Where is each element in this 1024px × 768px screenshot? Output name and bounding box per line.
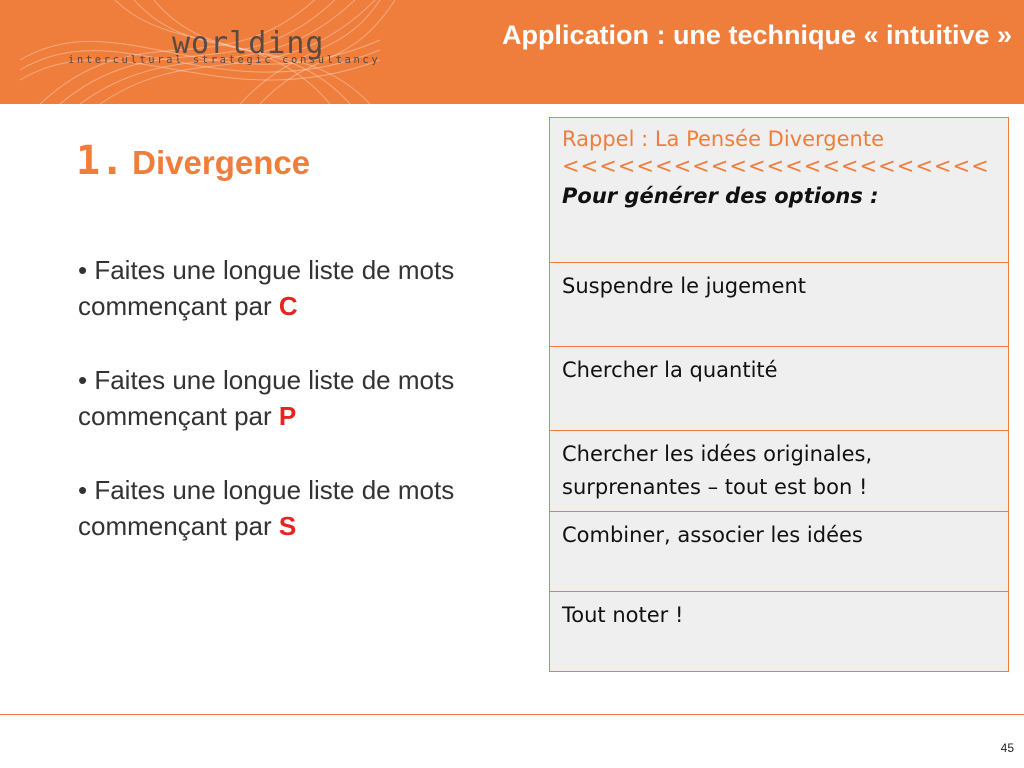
table-row xyxy=(550,512,1009,592)
bullet-letter: C xyxy=(278,291,298,321)
slide-title: Application : une technique « intuitive » xyxy=(501,20,1012,50)
table-header-cell xyxy=(550,118,1009,263)
logo-tagline: intercultural strategic consultancy xyxy=(68,54,381,66)
section-number: 1. xyxy=(76,138,125,184)
table-row xyxy=(550,118,1009,263)
bullet-item-s xyxy=(78,472,528,544)
table-row xyxy=(550,263,1009,347)
bullet-letter: S xyxy=(278,511,297,541)
recall-subtitle: Pour générer des options : xyxy=(562,184,879,208)
table-cell: Tout noter ! xyxy=(550,592,1009,672)
bullet-letter: P xyxy=(278,401,297,431)
header-banner xyxy=(0,0,1024,104)
table-cell: Suspendre le jugement xyxy=(550,263,1009,347)
table-cell: Chercher la quantité xyxy=(550,347,1009,431)
table-cell: Chercher les idées originales, surprenantes – tout est bon ! xyxy=(550,431,1009,512)
bullet-text: • Faites une longue liste de mots commençant par xyxy=(78,475,455,541)
section-title: Divergence xyxy=(132,144,311,181)
bullet-item-p xyxy=(78,362,528,434)
decorative-waves xyxy=(0,0,1024,104)
recall-table xyxy=(549,117,1009,672)
recall-arrows: <<<<<<<<<<<<<<<<<<<<<<< xyxy=(562,154,990,178)
page-number: 45 xyxy=(1000,741,1014,755)
table-row xyxy=(550,347,1009,431)
bullet-text: • Faites une longue liste de mots commençant par xyxy=(78,365,455,431)
table-row xyxy=(550,592,1009,672)
recall-title: Rappel : La Pensée Divergente xyxy=(562,127,885,151)
bullet-item-c xyxy=(78,252,528,324)
worlding-logo: worlding xyxy=(172,26,325,61)
bullet-list xyxy=(78,252,528,582)
bullet-text: • Faites une longue liste de mots commençant par xyxy=(78,255,455,321)
footer-divider xyxy=(0,714,1024,715)
table-cell: Combiner, associer les idées xyxy=(550,512,1009,592)
table-row xyxy=(550,431,1009,512)
section-heading xyxy=(76,138,310,184)
